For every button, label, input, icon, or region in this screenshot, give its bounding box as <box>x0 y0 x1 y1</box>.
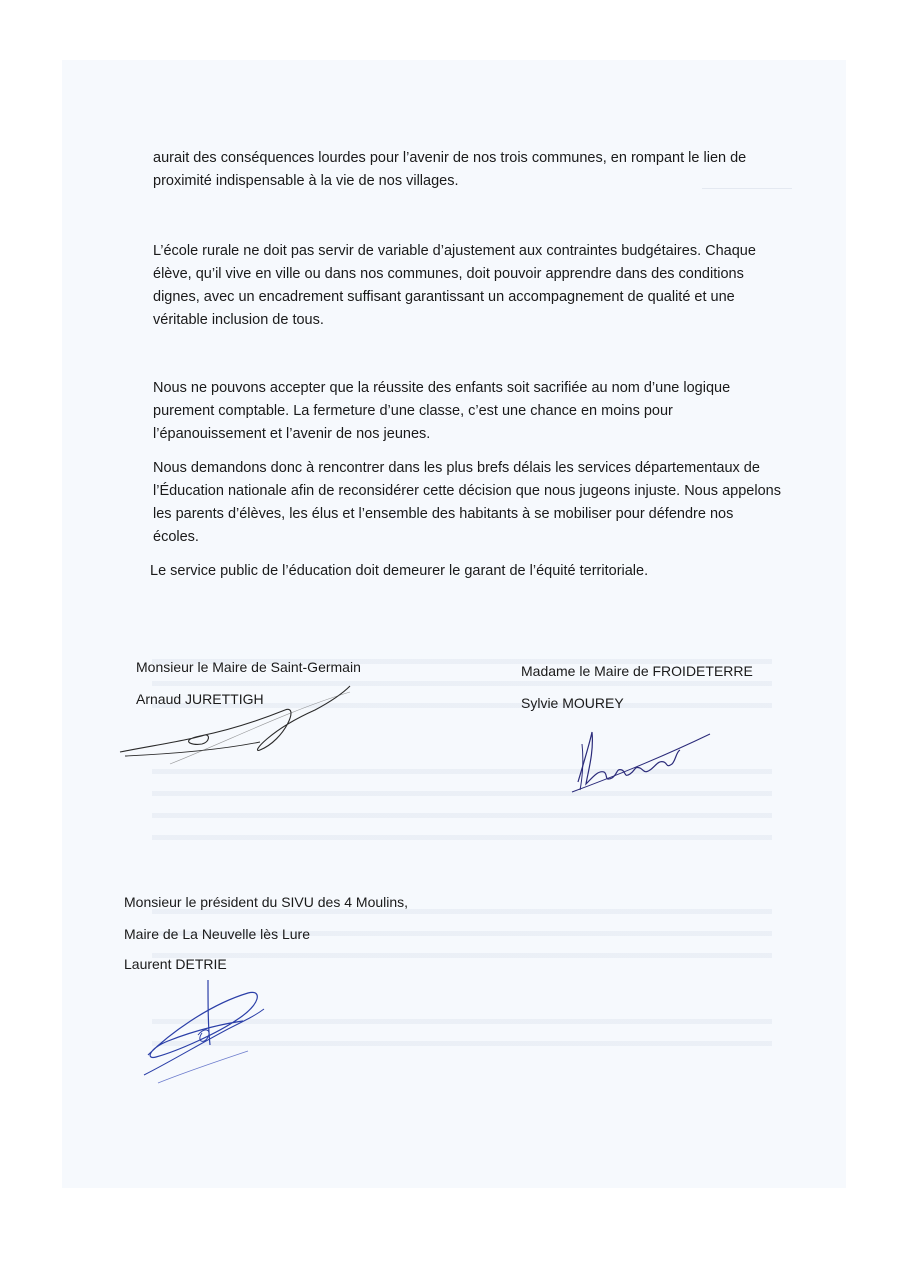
signatory-name-jurettigh: Arnaud JURETTIGH <box>136 691 264 707</box>
signatory-subtitle-sivu: Maire de La Neuvelle lès Lure <box>124 926 310 942</box>
signatory-name-detrie: Laurent DETRIE <box>124 956 227 972</box>
signatory-title-froideterre: Madame le Maire de FROIDETERRE <box>521 663 753 679</box>
signature-mourey <box>570 722 720 802</box>
paragraph-rural-school: L’école rurale ne doit pas servir de variable d’ajustement aux contraintes budgétaires. Chaque élève, qu’il vive en ville ou dans nos communes, doit pouvoir apprendre dans des conditions dignes, avec un encadrement suffisant garantissant un accompagnement de qualité et une véritable inclusion de tous. <box>153 243 756 328</box>
signatory-title-sivu: Monsieur le président du SIVU des 4 Moulins, <box>124 894 409 910</box>
paragraph-conclusion: Le service public de l’éducation doit demeurer le garant de l’équité territoriale. <box>150 563 649 579</box>
paragraph-consequences: aurait des conséquences lourdes pour l’avenir de nos trois communes, en rompant le lien de proximité indispensable à la vie de nos villages. <box>153 150 747 189</box>
signatory-name-mourey: Sylvie MOUREY <box>521 695 624 711</box>
signature-jurettigh <box>110 680 370 770</box>
paragraph-success: Nous ne pouvons accepter que la réussite des enfants soit sacrifiée au nom d’une logique purement comptable. La fermeture d’une classe, c’est une chance en moins pour l’épanouissement et l’avenir de nos jeunes. <box>153 380 731 442</box>
signature-detrie <box>138 975 278 1085</box>
paragraph-request: Nous demandons donc à rencontrer dans les plus brefs délais les services départementaux de l’Éducation nationale afin de reconsidérer cette décision que nous jugeons injuste. Nous appelons les parents d’élèves, les élus et l’ensemble des habitants à se mobiliser pour défendre nos écoles. <box>153 460 781 545</box>
signatory-title-saint-germain: Monsieur le Maire de Saint-Germain <box>136 659 361 675</box>
